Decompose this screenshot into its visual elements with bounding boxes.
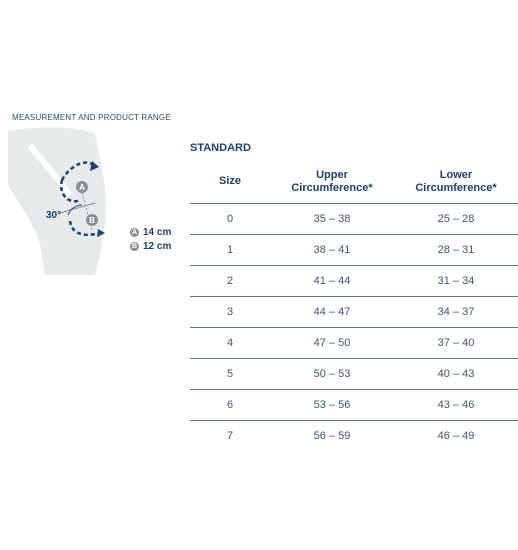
table-row [190, 328, 518, 359]
table-row [190, 359, 518, 390]
point-a-label: A [79, 183, 85, 192]
cell-upper: 50 – 53 [270, 359, 394, 390]
cell-upper: 38 – 41 [270, 235, 394, 266]
legend-row-b [130, 239, 171, 253]
table-row [190, 266, 518, 297]
legend-value-a: 14 cm [143, 226, 172, 238]
cell-lower: 43 – 46 [394, 390, 518, 421]
table-header-row [190, 160, 518, 204]
cell-upper: 35 – 38 [270, 204, 394, 235]
table-row [190, 421, 518, 452]
badge-b: B [131, 242, 138, 250]
table-row [190, 235, 518, 266]
header-upper-line1: Upper [316, 168, 348, 181]
header-lower-line1: Lower [439, 168, 473, 181]
measurement-legend [130, 225, 171, 253]
badge-a: A [131, 228, 138, 236]
cell-upper: 41 – 44 [270, 266, 394, 297]
cell-upper: 44 – 47 [270, 297, 394, 328]
cell-size: 1 [190, 235, 270, 266]
cell-size: 2 [190, 266, 270, 297]
table-row [190, 390, 518, 421]
cell-lower: 25 – 28 [394, 204, 518, 235]
cell-size: 0 [190, 204, 270, 235]
table-title: STANDARD [190, 142, 251, 154]
legend-value-b: 12 cm [143, 240, 172, 252]
cell-size: 5 [190, 359, 270, 390]
table-row [190, 297, 518, 328]
header-upper-line2: Circumference* [291, 181, 373, 194]
size-table [190, 160, 518, 451]
cell-lower: 40 – 43 [394, 359, 518, 390]
leg-measurement-illustration [0, 125, 190, 280]
cell-size: 6 [190, 390, 270, 421]
angle-label: 30° [46, 210, 62, 221]
cell-lower: 31 – 34 [394, 266, 518, 297]
header-lower-line2: Circumference* [415, 181, 497, 194]
cell-size: 4 [190, 328, 270, 359]
leg-silhouette [8, 127, 106, 275]
cell-upper: 53 – 56 [270, 390, 394, 421]
cell-lower: 28 – 31 [394, 235, 518, 266]
header-size: Size [190, 160, 270, 204]
cell-upper: 56 – 59 [313, 430, 351, 442]
cell-lower: 37 – 40 [394, 328, 518, 359]
header-lower [394, 160, 518, 204]
legend-row-a [130, 225, 171, 239]
point-b-label: B [89, 216, 95, 225]
cell-upper: 47 – 50 [270, 328, 394, 359]
cell-lower: 46 – 49 [437, 430, 475, 442]
cell-size: 3 [190, 297, 270, 328]
section-title: MEASUREMENT AND PRODUCT RANGE [12, 113, 171, 122]
cell-size: 7 [226, 430, 234, 442]
table-row [190, 204, 518, 235]
cell-lower: 34 – 37 [394, 297, 518, 328]
header-upper [270, 160, 394, 204]
